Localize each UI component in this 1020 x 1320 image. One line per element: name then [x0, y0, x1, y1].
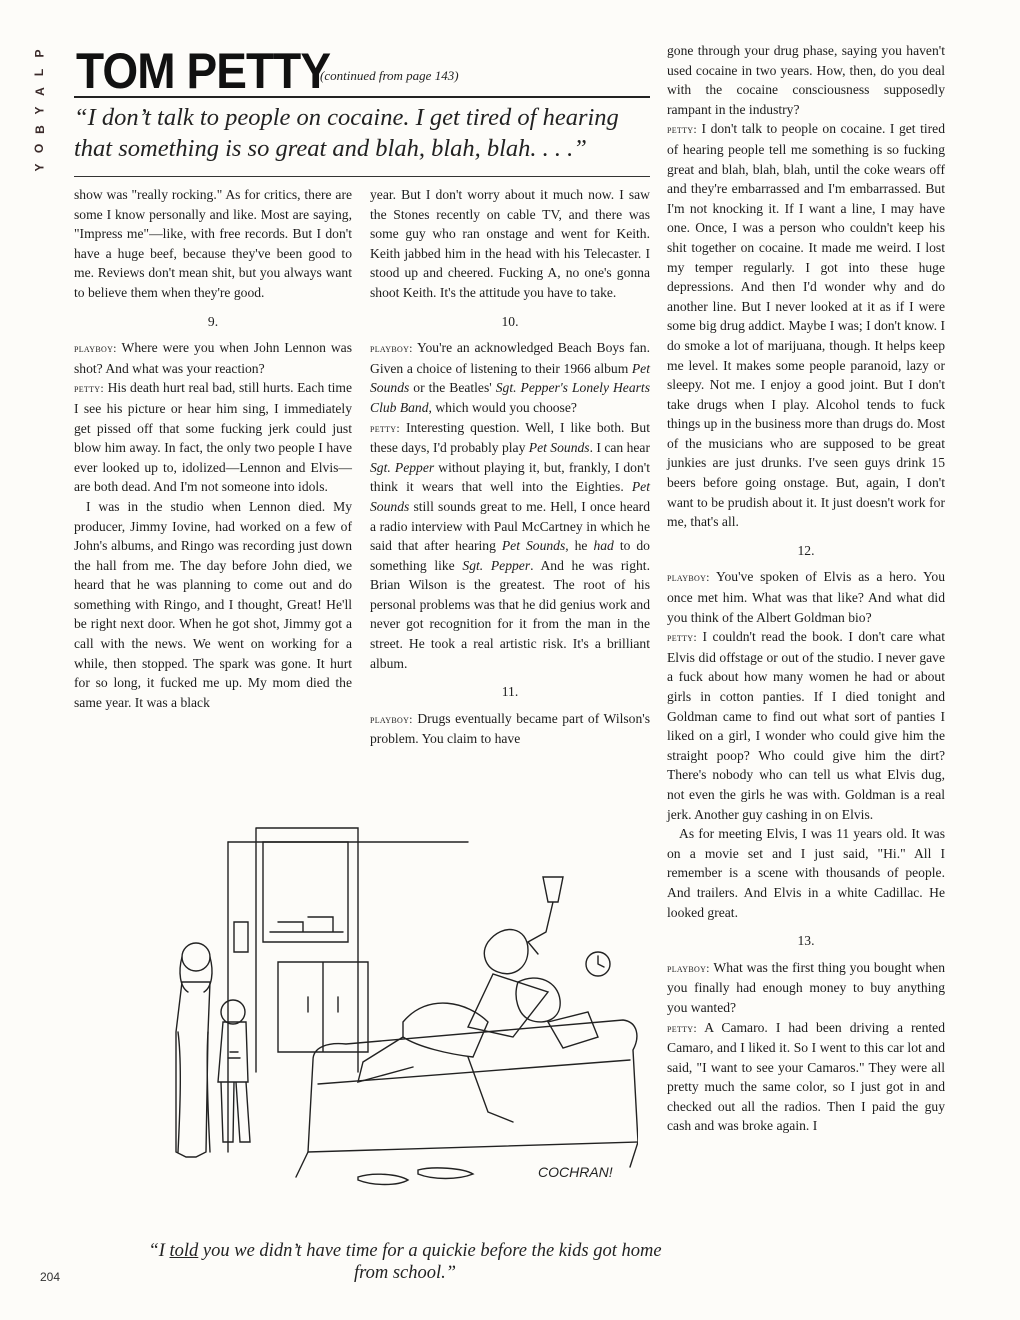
- section-number: 9.: [207, 313, 219, 329]
- paragraph: As for meeting Elvis, I was 11 years old. It was on a movie set and I just said, "Hi." All I remember is a scene with thousands of people. And trailers. And Elvis in a white Cadillac. He looked great.: [667, 826, 945, 920]
- sidebar-letter: P: [32, 49, 47, 58]
- question: playboy: Where were you when John Lennon was shot? And what was your reaction?: [74, 340, 352, 376]
- playboy-sidebar-logo: [32, 44, 48, 177]
- cartoon-caption: “I told you we didn’t have time for a quickie before the kids got home from school.”: [148, 1241, 662, 1283]
- question: playboy: You've spoken of Elvis as a hero. You once met him. What was that like? And what did you think of the Albert Goldman bio?: [667, 569, 945, 625]
- answer: petty: Interesting question. Well, I like both. But these days, I'd probably play Pet Sounds. I can hear Sgt. Pepper without playing it, but, frankly, I don't think it wears that well into the Eighties. Pet Sounds still sounds great to me. Hell, I once heard a radio interview with Paul McCartney in which he said that after hearing Pet Sounds, he had to do something like Sgt. Pepper. And he was right. Brian Wilson is the greatest. The root of his personal problems was that he did genius work and never got recognition for it from the man in the street. He took a real artistic risk. It's a brilliant album.: [370, 419, 650, 671]
- sidebar-letter: A: [32, 87, 47, 96]
- continued-note: (continued from page 143): [320, 68, 459, 83]
- section-number: 12.: [797, 542, 815, 558]
- answer: petty: His death hurt real bad, still hurts. Each time I see his picture or hear him sing, I immediately get pissed off that some fucking jerk could just blow him away. In fact, the only two people I have ever looked up to, idolized—Lennon and Elvis—are both dead. And I'm not someone into idols.: [74, 380, 352, 495]
- article-title: TOM PETTY: [76, 43, 331, 99]
- sidebar-letter: Y: [32, 163, 47, 172]
- answer: petty: I couldn't read the book. I don't care what Elvis did offstage or out of the studio. I never gave a fuck about how many women he had or about girls in cotton panties. If I died tonight and Goldman came to find out what sort of panties I liked on a girl, I wonder who could give him the straight poop? Who could give him the dirt? There's nobody who can tell us what Elvis dug, not even the girls he was with. Goldman is a real jerk. Another guy cashing in on Elvis.: [667, 629, 945, 822]
- paragraph: gone through your drug phase, saying you haven't used cocaine in two years. How, then, do you deal with the cocaine consciousness supposedly rampant in the industry?: [667, 43, 945, 117]
- paragraph: year. But I don't worry about it much now. I saw the Stones recently on cable TV, and there was some guy who ran onstage and went for Keith. Keith jabbed him in the head with his Telecaster. I stood up and cheered. Fucking A, no one's gonna shoot Keith. It's the attitude you have to take.: [370, 187, 650, 300]
- speaker-label: petty:: [370, 420, 401, 435]
- speaker-label: playboy:: [667, 570, 710, 585]
- section-number: 10.: [501, 313, 519, 329]
- article-header: [74, 40, 650, 98]
- section-number: 11.: [501, 684, 519, 700]
- question: playboy: What was the first thing you bought when you finally had enough money to buy anything you wanted?: [667, 959, 945, 1015]
- speaker-label: playboy:: [370, 711, 413, 726]
- text-column-3: [667, 41, 945, 1136]
- text-column-1: [74, 185, 352, 712]
- speaker-label: playboy:: [667, 960, 710, 975]
- question: playboy: You're an acknowledged Beach Boys fan. Given a choice of listening to their 1966 album Pet Sounds or the Beatles' Sgt. Pepper's Lonely Hearts Club Band, which would you choose?: [370, 340, 650, 415]
- speaker-label: petty:: [667, 630, 698, 645]
- cartoonist-signature: COCHRAN!: [538, 1164, 613, 1180]
- speaker-label: playboy:: [74, 341, 117, 356]
- speaker-label: petty:: [74, 381, 105, 396]
- speaker-label: petty:: [667, 1020, 698, 1035]
- speaker-label: playboy:: [370, 341, 413, 356]
- page-number: 204: [40, 1270, 61, 1284]
- paragraph: show was "really rocking." As for critics, there are some I know personally and like. Most are saying, "Impress me"—like, with free records. But I don't have a huge beef, because they've been good to me. Reviews don't mean shit, but you always want to believe them when they're good.: [74, 187, 352, 300]
- answer: petty: I don't talk to people on cocaine. I get tired of hearing people tell me something is so fucking great and blah, blah, blah, until the coke wears off and they're embarrassed and I'm embarrassed. But I'm not knocking it. If I want a line, I may have one. Once, I was a person who couldn't keep his shit together on cocaine. It made me weird. I lost my temper regularly. I got into these huge depressions. And then I'd wonder why and do another line. But I never looked at it as if I were some big drug addict. Maybe I was; I don't know. I do smoke a lot of marijuana, though. It helps keep me level. It makes some people paranoid, lazy or sleepy. Not me. I enjoy a good joint. But I don't take drugs when I play. Alcohol tends to fuck things up in the business more than drugs do. Most of the musicians who are supposed to be great junkies are just drunks. I've seen guys drink 15 beers before going onstage. But, again, I don't want to be prudish about it. It just doesn't work for me, that's all.: [667, 121, 945, 530]
- sidebar-letter: Y: [32, 106, 47, 115]
- section-number: 13.: [797, 933, 815, 949]
- question: playboy: Drugs eventually became part of Wilson's problem. You claim to have: [370, 710, 650, 747]
- pull-quote: “I don’t talk to people on cocaine. I get tired of hearing that something is so great and blah, blah, blah. . . .”: [74, 104, 619, 162]
- answer: petty: A Camaro. I had been driving a rented Camaro, and I liked it. So I went to this car lot and said, "I want to see your Camaros." They were all pretty much the same color, so I just got in and checked out all the radios. Then I paid the guy cash and was broke again. I: [667, 1019, 945, 1134]
- sidebar-letter: L: [32, 68, 47, 77]
- sidebar-letter: O: [32, 143, 47, 154]
- divider: [74, 176, 650, 177]
- text-column-2: [370, 185, 650, 749]
- paragraph: I was in the studio when Lennon died. My producer, Jimmy Iovine, had worked on a few of John's albums, and Ringo was recording just down the hall from me. The day before John died, we heard that he was planning to come out and do something with Ringo, and I thought, Great! He'll be right next door. When he got shot, Jimmy got a call with the news. We went on working for a while, then stopped. The spark was gone. It hurt for so long, it fucked me up. My mom died the same year. It was a black: [74, 498, 352, 710]
- speaker-label: petty:: [667, 122, 698, 137]
- cartoon-illustration: [168, 822, 638, 1237]
- sidebar-letter: B: [32, 125, 47, 134]
